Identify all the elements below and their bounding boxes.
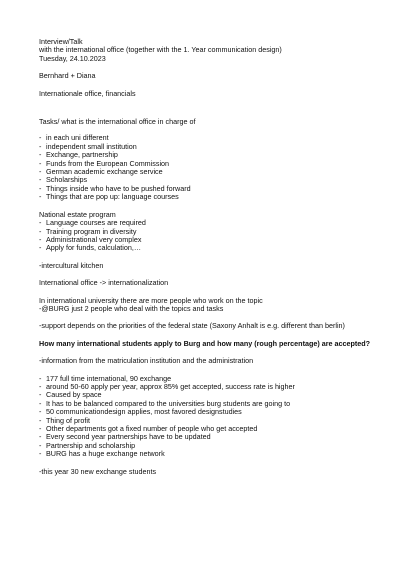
header-subtitle: with the international office (together with the 1. Year communication design) [39, 45, 282, 55]
list-item: - Exchange, partnership [39, 150, 118, 160]
tasks-heading: Tasks/ what is the international office in charge of [39, 117, 196, 127]
list-item: - independent small institution [39, 141, 137, 151]
list-item: - around 50-60 apply per year, approx 85% get accepted, success rate is higher [39, 381, 295, 391]
list-item: - 177 full time international, 90 exchange [39, 373, 172, 383]
national-list [39, 219, 379, 253]
list-item: - German academic exchange service [39, 167, 163, 177]
list-item: - Thing of profit [39, 415, 90, 425]
list-item: - BURG has a huge exchange network [39, 449, 165, 459]
list-item: - Funds from the European Commission [39, 158, 170, 168]
list-item: - Administrational very complex [39, 234, 142, 244]
list-item: - Apply for funds, calculation,… [39, 243, 142, 253]
list-item: - Things that are pop up: language courses [39, 192, 179, 202]
header-date: Tuesday, 24.10.2023 [39, 53, 106, 63]
list-item: - in each uni different [39, 133, 109, 143]
list-item: -intercultural kitchen [39, 260, 104, 270]
participants: Bernhard + Diana [39, 71, 96, 81]
list-item: - 50 communicationdesign applies, most favored designstudies [39, 407, 242, 417]
tasks-list [39, 134, 379, 201]
internationalization-note: International office -> internationalization [39, 278, 169, 288]
list-item: - Partnership and scholarship [39, 440, 136, 450]
university-note: In international university there are more people who work on the topic [39, 295, 263, 305]
question-heading: How many international students apply to Burg and how many (rough percentage) are accepted? [39, 338, 371, 348]
header-title: Interview/Talk [39, 37, 83, 46]
stats-list [39, 375, 379, 459]
list-item: - Language courses are required [39, 218, 146, 228]
list-item: - Scholarships [39, 175, 88, 185]
office-info: Internationale office, financials [39, 88, 136, 98]
national-heading: National estate program [39, 209, 116, 219]
document-page [39, 38, 379, 476]
list-item: -@BURG just 2 people who deal with the topics and tasks [39, 303, 224, 313]
list-item: - Training program in diversity [39, 226, 137, 236]
list-item: - Other departments got a fixed number of people who get accepted [39, 424, 258, 433]
list-item: -this year 30 new exchange students [39, 466, 157, 476]
list-item: -support depends on the priorities of the federal state (Saxony Anhalt is e.g. different than berlin) [39, 321, 345, 331]
list-item: - It has to be balanced compared to the universities burg students are going to [39, 398, 291, 408]
list-item: - Caused by space [39, 390, 102, 400]
list-item: - Things inside who have to be pushed forward [39, 183, 191, 193]
list-item: - Every second year partnerships have to be updated [39, 432, 211, 442]
list-item: -information from the matriculation institution and the administration [39, 356, 254, 366]
